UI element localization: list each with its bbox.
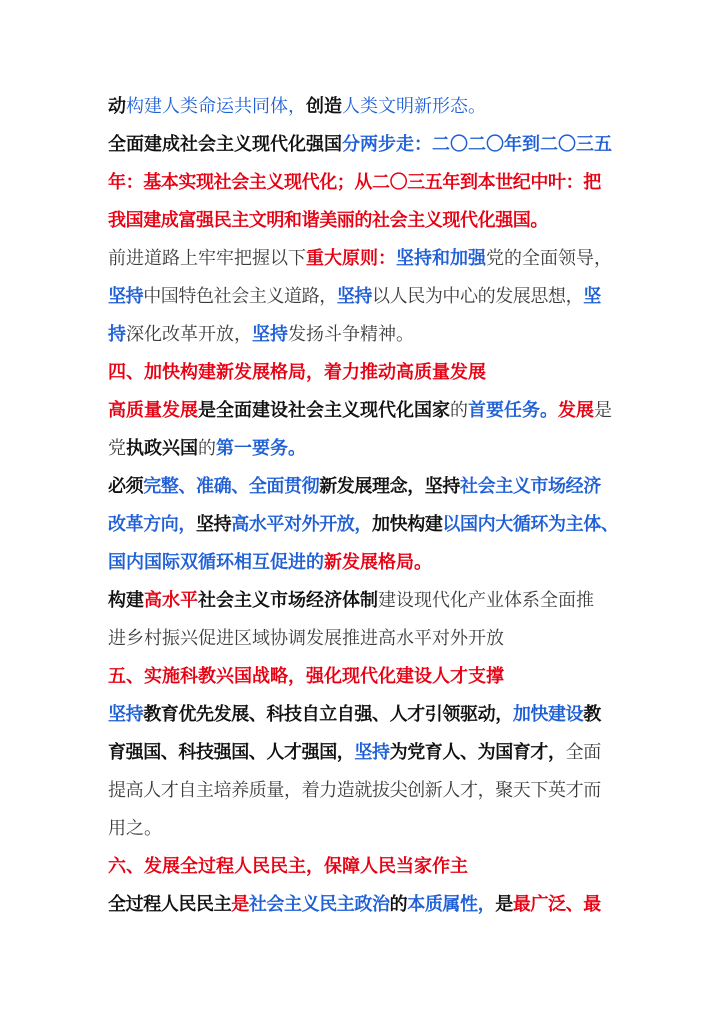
text-segment: 加快构建 bbox=[372, 514, 443, 535]
text-segment: 进乡村振兴促进区域协调发展推进高水平对外开放 bbox=[108, 628, 504, 649]
text-segment: 动 bbox=[108, 96, 126, 117]
text-segment: 的 bbox=[450, 400, 468, 421]
text-line bbox=[108, 696, 618, 734]
text-segment: 持 bbox=[108, 324, 126, 345]
text-line bbox=[108, 430, 618, 468]
text-segment: 建设现代化产业体系全面推 bbox=[378, 590, 594, 611]
text-line bbox=[108, 544, 618, 582]
text-segment: 坚持 bbox=[252, 324, 288, 345]
text-segment: 是全面建设社会主义现代化国家 bbox=[198, 400, 450, 421]
text-segment: 以国内大循环为主体、 bbox=[442, 514, 619, 535]
text-segment: 育强国、科技强国、人才强国， bbox=[108, 742, 355, 763]
text-line bbox=[108, 506, 618, 544]
text-segment: 改革方向， bbox=[108, 514, 196, 535]
text-segment: 深化改革开放， bbox=[126, 324, 252, 345]
text-segment: 四、加快构建新发展格局，着力推动高质量发展 bbox=[108, 362, 486, 383]
text-segment: 是 bbox=[231, 894, 249, 915]
text-segment: 坚持 bbox=[354, 742, 390, 763]
text-line bbox=[108, 848, 618, 886]
text-line bbox=[108, 810, 618, 848]
text-segment: 最广泛、最 bbox=[512, 894, 601, 915]
text-line bbox=[108, 658, 618, 696]
text-line bbox=[108, 88, 618, 126]
text-segment: 是 bbox=[594, 400, 612, 421]
text-segment: 必须 bbox=[108, 476, 144, 497]
text-segment: 发展 bbox=[558, 400, 594, 421]
text-segment: 高质量发展 bbox=[108, 400, 198, 421]
text-segment: 坚持和加强 bbox=[396, 248, 486, 269]
text-segment: 国内国际双循环相互促进的 bbox=[108, 552, 324, 573]
document-page bbox=[108, 88, 618, 924]
text-segment: 分两步走：二〇二〇年到二〇三五 bbox=[342, 134, 612, 155]
text-segment: 全面建成社会主义现代化强国 bbox=[108, 134, 342, 155]
text-segment: 本质属性， bbox=[407, 894, 496, 915]
text-segment: 构建 bbox=[108, 590, 144, 611]
text-segment: 的 bbox=[198, 438, 216, 459]
text-segment: 新发展理念，坚持 bbox=[319, 476, 461, 497]
text-segment: 社会主义市场经济 bbox=[460, 476, 601, 497]
text-segment: 高水平对外开放， bbox=[231, 514, 373, 535]
document-body bbox=[108, 88, 618, 924]
text-segment: 以人民为中心的发展思想， bbox=[372, 286, 584, 307]
text-segment: 全面 bbox=[565, 742, 601, 763]
text-line bbox=[108, 354, 618, 392]
text-line bbox=[108, 734, 618, 772]
text-segment: 首要任务。 bbox=[468, 400, 558, 421]
text-segment: 社会主义市场经济体制 bbox=[198, 590, 378, 611]
text-line bbox=[108, 620, 618, 658]
text-segment: 构建人类命运共同体， bbox=[126, 96, 306, 117]
text-segment: 教 bbox=[583, 704, 601, 725]
text-segment: 创造 bbox=[306, 96, 342, 117]
text-segment: 前进道路上牢牢把握以下 bbox=[108, 248, 306, 269]
text-segment: 高水平 bbox=[144, 590, 198, 611]
text-line bbox=[108, 468, 618, 506]
text-segment: 党的全面领导， bbox=[486, 248, 612, 269]
text-segment: 社会主义民主政治 bbox=[248, 894, 390, 915]
text-line bbox=[108, 886, 618, 924]
text-line bbox=[108, 202, 618, 240]
text-line bbox=[108, 278, 618, 316]
text-segment: 提高人才自主培养质量，着力造就拔尖创新人才，聚天下英才而 bbox=[108, 780, 601, 801]
text-segment: 的 bbox=[389, 894, 408, 915]
text-line bbox=[108, 126, 618, 164]
text-line bbox=[108, 392, 618, 430]
text-segment: 年：基本实现社会主义现代化；从二〇三五年到本世纪中叶：把 bbox=[108, 172, 601, 193]
text-segment: 执政兴国 bbox=[126, 438, 198, 459]
text-segment: 重大原则： bbox=[306, 248, 396, 269]
text-segment: 全过程人民民主 bbox=[108, 894, 232, 915]
text-segment: 坚持 bbox=[336, 286, 373, 307]
text-segment: 加快建设 bbox=[512, 704, 584, 725]
text-segment: 坚 bbox=[583, 286, 601, 307]
text-segment: 是 bbox=[495, 894, 513, 915]
text-segment: 新发展格局。 bbox=[324, 552, 432, 573]
text-line bbox=[108, 240, 618, 278]
text-line bbox=[108, 164, 618, 202]
text-line bbox=[108, 772, 618, 810]
text-segment: 六、发展全过程人民民主，保障人民当家作主 bbox=[108, 856, 468, 877]
text-segment: 发扬斗争精神。 bbox=[288, 324, 414, 345]
text-segment: 我国建成富强民主文明和谐美丽的社会主义现代化强国。 bbox=[108, 210, 548, 231]
text-segment: 中国特色社会主义道路， bbox=[143, 286, 337, 307]
text-segment: 用之。 bbox=[108, 818, 162, 839]
text-line bbox=[108, 582, 618, 620]
text-segment: 坚持 bbox=[108, 704, 144, 725]
text-segment: 完整、准确、全面贯彻 bbox=[143, 476, 320, 497]
text-segment: 五、实施科教兴国战略，强化现代化建设人才支撑 bbox=[108, 666, 504, 687]
text-segment: 党 bbox=[108, 438, 126, 459]
text-segment: 坚持 bbox=[196, 514, 232, 535]
text-segment: 第一要务。 bbox=[216, 438, 306, 459]
text-segment: 坚持 bbox=[108, 286, 144, 307]
text-segment: 为党育人、为国育才， bbox=[389, 742, 566, 763]
text-segment: 教育优先发展、科技自立自强、人才引领驱动， bbox=[143, 704, 513, 725]
text-line bbox=[108, 316, 618, 354]
text-segment: 人类文明新形态。 bbox=[342, 96, 486, 117]
